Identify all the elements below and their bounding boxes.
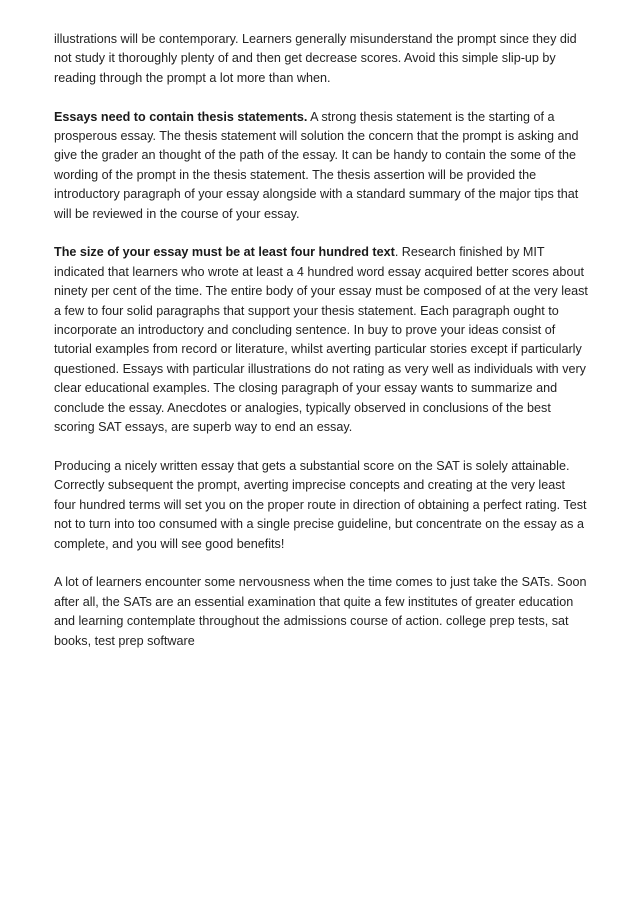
paragraph-text: A lot of learners encounter some nervousness when the time comes to just take the SATs. Soon after all, the SATs are an essential examination that quite a few institutes of greater education and learning contemplate throughout the admissions course of action. college prep tests, sat books, test prep software — [54, 575, 587, 648]
paragraph-heading: The size of your essay must be at least four hundred text — [54, 245, 395, 260]
paragraph-nervousness — [54, 573, 588, 651]
paragraph-thesis-statements — [54, 108, 588, 224]
paragraph-sat-score — [54, 457, 588, 554]
paragraph-heading: Essays need to contain thesis statements. — [54, 109, 308, 124]
paragraph-text: illustrations will be contemporary. Learners generally misunderstand the prompt since they did not study it thoroughly plenty of and then get decrease scores. Avoid this simple slip-up by reading through the prompt a lot more than when. — [54, 32, 577, 85]
document-page — [54, 30, 588, 670]
paragraph-text: Producing a nicely written essay that gets a substantial score on the SAT is solely attainable. Correctly subsequent the prompt, averting imprecise concepts and creating at the very least four hundred terms will set you on the proper route in direction of obtaining a perfect rating. Test not to turn into too consumed with a single precise guideline, but concentrate on the essay as a complete, and you will see good benefits! — [54, 458, 587, 551]
paragraph-text: . Research finished by MIT indicated that learners who wrote at least a 4 hundred word essay acquired better scores about ninety per cent of the time. The entire body of your essay must be composed of at the very least a few to four solid paragraphs that support your thesis statement. Each paragraph ought to incorporate an introductory and concluding sentence. In buy to prove your ideas consist of tutorial examples from record or literature, whilst averting particular stories except if particularly questioned. Essays with particular illustrations do not rating as very well as individuals with very clear educational examples. The closing paragraph of your essay wants to summarize and conclude the essay. Anecdotes or analogies, typically observed in conclusions of the best scoring SAT essays, are superb way to end an essay. — [54, 245, 588, 435]
paragraph-intro-continuation — [54, 30, 588, 88]
paragraph-essay-size — [54, 243, 588, 437]
paragraph-text: A strong thesis statement is the starting of a prosperous essay. The thesis statement will solution the concern that the prompt is asking and give the grader an thought of the path of the essay. It can be handy to contain the some of the wording of the prompt in the thesis statement. The thesis assertion will be provided the introductory paragraph of your essay alongside with a standard summary of the major tips that will be reviewed in the course of your essay. — [54, 109, 579, 221]
